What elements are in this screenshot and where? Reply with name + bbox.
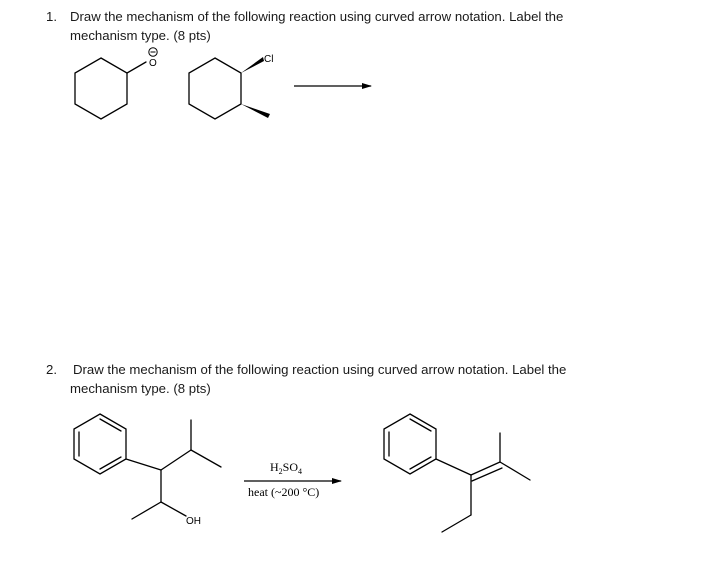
hydroxyl-label: OH (186, 516, 201, 527)
reagent-sulfuric-acid: $H_2SO_4$ (270, 460, 303, 476)
oxygen-atom-label: O (149, 58, 157, 69)
alkene-double-bond-inner (472, 468, 502, 481)
cyclohexane-ring-1 (75, 58, 127, 119)
question-2-product-structure (384, 414, 530, 532)
benzene-ring-reactant (74, 414, 126, 474)
cyclohexane-ring-2 (189, 58, 241, 119)
question-1-line-2: mechanism type. (8 pts) (70, 28, 211, 43)
choh-to-methyl-bond (132, 502, 161, 519)
question-1-number: 1. (46, 9, 57, 24)
alkene-double-bond-outer (471, 462, 500, 475)
wedge-bond-to-methyl (241, 104, 270, 118)
ring-to-alkene-bond (436, 459, 471, 475)
choh-to-oh-bond (161, 502, 186, 516)
isopropyl-methyl-right (191, 450, 221, 467)
c-o-bond (127, 62, 146, 73)
question-2-line-1: Draw the mechanism of the following reaction using curved arrow notation. Label the (73, 362, 567, 377)
ch2-to-ch3-bond (442, 515, 471, 532)
ring-to-ch-bond (126, 459, 161, 470)
question-2-reactant-structure (74, 414, 221, 527)
question-1-line-1: Draw the mechanism of the following reaction using curved arrow notation. Label the (70, 9, 564, 24)
chloro-methylcyclohexane-structure (189, 54, 273, 119)
cyclohexoxide-structure (75, 48, 157, 119)
alkene-methyl-right (500, 462, 530, 480)
wedge-bond-to-cl (241, 57, 264, 73)
question-2-number: 2. (46, 362, 57, 377)
ch-to-isopropyl-bond (161, 450, 191, 470)
benzene-ring-product (384, 414, 436, 474)
chlorine-atom-label: Cl (264, 54, 274, 65)
question-2-line-2: mechanism type. (8 pts) (70, 381, 211, 396)
reagent-heat-condition: heat (~200 °C) (248, 485, 320, 499)
